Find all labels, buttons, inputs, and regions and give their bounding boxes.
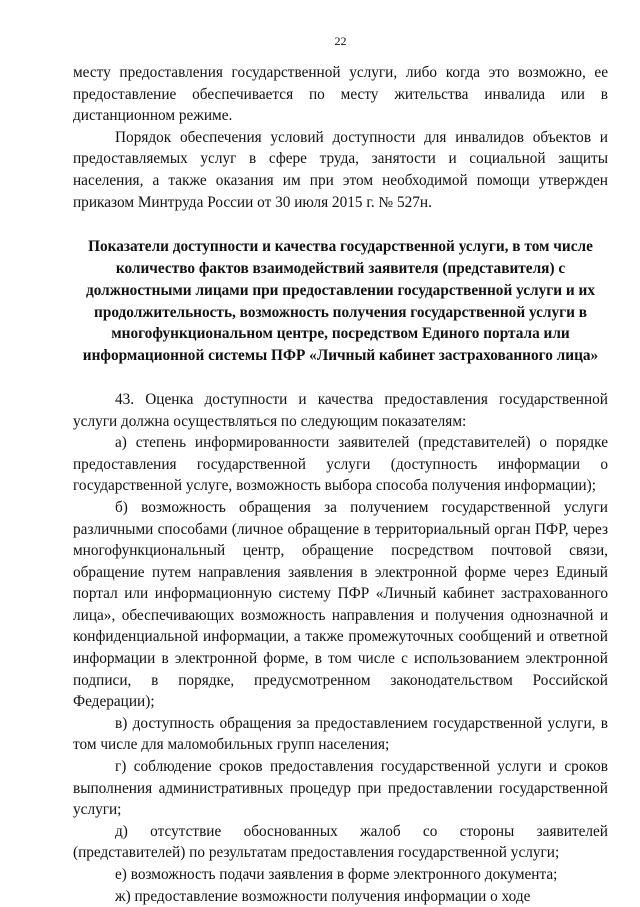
- section-heading: Показатели доступности и качества государственной услуги, в том числе количество фактов взаимодействий заявителя (представителя) с должностными лицами при предоставлении государственной услуги и их продолжительность, возможность получения государственной услуги в многофункциональном центре, посредством Единого портала или информационной системы ПФР «Личный кабинет застрахованного лица»: [82, 238, 599, 365]
- paragraph-43: 43. Оценка доступности и качества предоставления государственной услуги должна осуществляться по следующим показателям:: [73, 390, 608, 430]
- list-item-g: г) соблюдение сроков предоставления государственной услуги и сроков выполнения административных процедур при предоставлении государственной услуги;: [73, 758, 608, 819]
- list-item-v: в) доступность обращения за предоставлением государственной услуги, в том числе для маломобильных групп населения;: [73, 714, 608, 754]
- list-item-d: д) отсутствие обоснованных жалоб со стороны заявителей (представителей) по результатам предоставления государственной услуги;: [73, 822, 608, 862]
- list-item-a: а) степень информированности заявителей (представителей) о порядке предоставления государственной услуги (доступность информации о государственной услуге, возможность выбора способа получения информации);: [73, 434, 608, 495]
- list-item-b: б) возможность обращения за получением государственной услуги различными способами (личное обращение в территориальный орган ПФР, через многофункциональный центр, обращение посредством почтовой связи, обращение путем направления заявления в электронной форме через Единый портал или информационную систему ПФР «Личный кабинет застрахованного лица», обеспечивающих возможность направления и получения однозначной и конфиденциальной информации, а также промежуточных сообщений и ответной информации в электронной форме, в том числе с использованием электронной подписи, в порядке, предусмотренном законодательством Российской Федерации);: [73, 498, 608, 711]
- paragraph-accessibility-order: Порядок обеспечения условий доступности для инвалидов объектов и предоставляемых услуг в сфере труда, занятости и социальной защиты населения, а также оказания им при этом необходимой помощи утвержден приказом Минтруда России от 30 июля 2015 г. № 527н.: [73, 128, 608, 211]
- list-item-zh: ж) предоставление возможности получения информации о ходе: [115, 887, 531, 905]
- page-number: 22: [334, 34, 347, 48]
- paragraph-intro-continuation: месту предоставления государственной услуги, либо когда это возможно, ее предоставление обеспечивается по месту жительства инвалида или в дистанционном режиме.: [73, 64, 608, 125]
- list-item-e: е) возможность подачи заявления в форме электронного документа;: [115, 866, 558, 883]
